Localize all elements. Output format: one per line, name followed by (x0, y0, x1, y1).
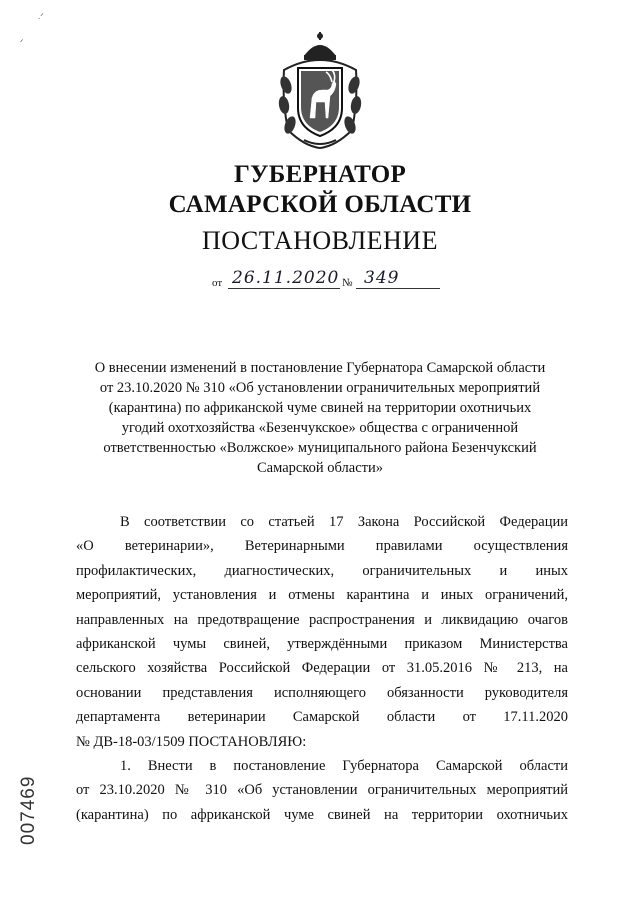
issuer-heading (0, 160, 640, 220)
handwritten-date: 26.11.2020 (232, 268, 340, 288)
body-line: профилактических, диагностических, ограничительных и иных (76, 562, 568, 579)
document-title (70, 358, 570, 478)
document-type: ПОСТАНОВЛЕНИЕ (202, 226, 438, 255)
body-line: направленных на предотвращение распространения и ликвидацию очагов (76, 611, 568, 628)
number-underline (356, 288, 440, 289)
body-line: В соответствии со статьей 17 Закона Российской Федерации (120, 514, 568, 530)
issuer-line-1: ГУБЕРНАТОР (233, 161, 407, 188)
scan-artifact: ᐟ (20, 38, 24, 47)
body-line: основании представления исполняющего обязанности руководителя (76, 684, 568, 701)
body-line: департамента ветеринарии Самарской области от 17.11.2020 (76, 709, 568, 726)
margin-registration-number: 007469 (18, 775, 39, 845)
body-line: № ДВ-18-03/1509 ПОСТАНОВЛЯЮ: (76, 733, 307, 750)
title-line: от 23.10.2020 № 310 «Об установлении ограничительных мероприятий (99, 380, 541, 396)
handwritten-number: 349 (364, 268, 400, 288)
body-line: африканской чумы свиней, утверждёнными приказом Министерства (76, 636, 568, 653)
date-from-label: от (212, 277, 223, 289)
body-line: «О ветеринарии», Ветеринарными правилами осуществления (76, 538, 568, 555)
number-label: № (342, 277, 353, 289)
body-line: (карантина) по африканской чуме свиней на территории охотничьих (76, 806, 568, 823)
date-number-line (212, 268, 442, 290)
title-line: О внесении изменений в постановление Губернатора Самарской области (94, 360, 546, 376)
title-line: (карантина) по африканской чуме свиней на территории охотничьих (108, 400, 532, 416)
coat-of-arms-emblem (274, 30, 366, 150)
body-line: 1. Внести в постановление Губернатора Самарской области (120, 758, 568, 775)
date-underline (228, 288, 340, 289)
issuer-line-2: САМАРСКОЙ ОБЛАСТИ (168, 191, 472, 218)
title-line: угодий охотхозяйства «Безенчукское» общества с ограниченной (121, 420, 519, 436)
body-line: от 23.10.2020 № 310 «Об установлении ограничительных мероприятий (76, 782, 568, 799)
body-line: мероприятий, установления и отмены карантина и иных ограничений, (76, 587, 568, 604)
scan-artifact: .ᐟ (38, 12, 44, 21)
title-line: ответственностью «Волжское» муниципального района Безенчукский (103, 440, 537, 456)
body-line: сельского хозяйства Российской Федерации от 31.05.2016 № 213, на (76, 660, 568, 677)
title-line: Самарской области» (257, 460, 383, 476)
document-body (76, 510, 568, 827)
